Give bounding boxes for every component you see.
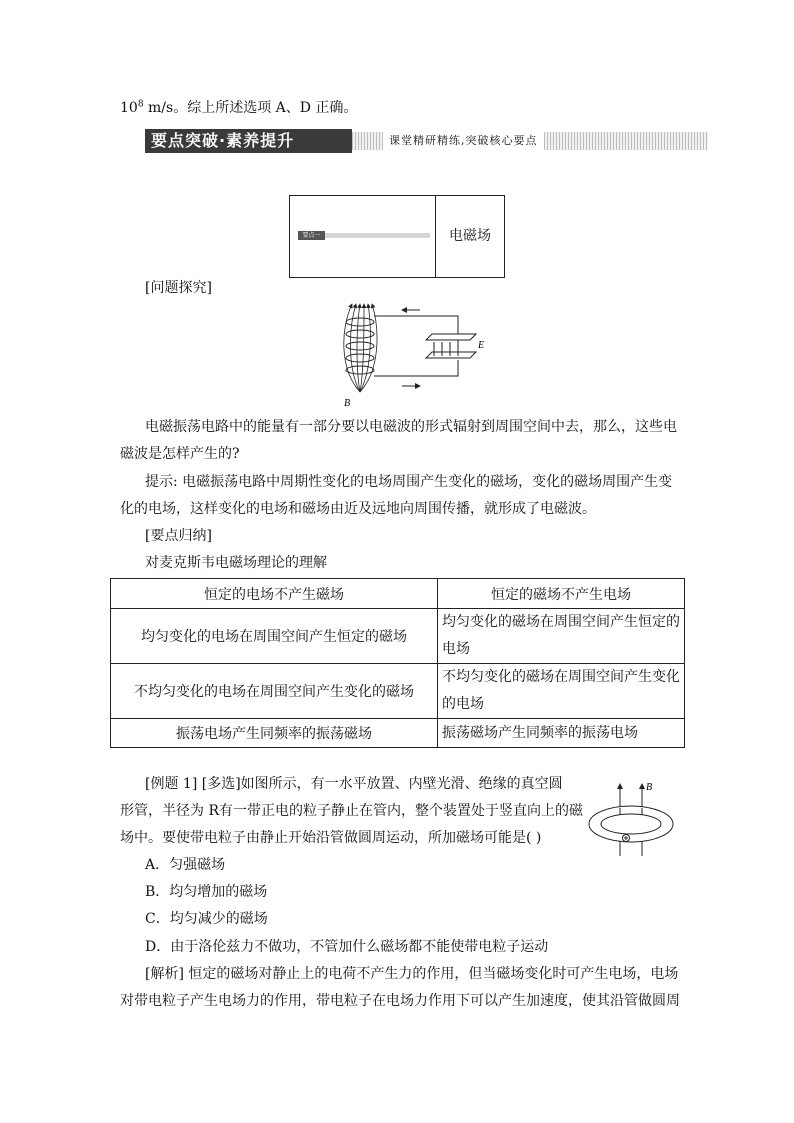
table-cell xyxy=(438,664,685,719)
intro-exponent: 8 xyxy=(137,99,144,110)
table-row xyxy=(111,609,685,664)
key-point-tag: 要点一 xyxy=(298,231,325,240)
section-banner xyxy=(145,129,708,153)
example-line-1: [例题 1] [多选]如图所示，有一水平放置、内壁光滑、绝缘的真空圆 xyxy=(145,776,563,792)
table-cell: 均匀变化的电场在周围空间产生恒定的磁场 xyxy=(111,609,438,664)
summary-heading: [要点归纳] xyxy=(145,528,212,544)
hint-line-1: 提示: 电磁振荡电路中周期性变化的电场周围产生变化的磁场，变化的磁场周围产生变 xyxy=(145,474,673,490)
option-c: C．均匀减少的磁场 xyxy=(145,911,268,927)
option-b: B．均匀增加的磁场 xyxy=(145,884,268,900)
table-cell: 振荡磁场产生同频率的振荡电场 xyxy=(438,719,685,748)
key-point-left-cell xyxy=(290,196,436,277)
maxwell-theory-table xyxy=(110,578,685,748)
capacitor xyxy=(426,334,476,358)
ring-tube-figure xyxy=(586,778,686,860)
intro-base: 10 xyxy=(120,100,138,116)
table-cell: 恒定的电场不产生磁场 xyxy=(111,579,438,609)
banner-subtitle: 课堂精研精练,突破核心要点 xyxy=(383,132,544,150)
key-point-title: 电磁场 xyxy=(449,228,491,244)
cell-line: 电场 xyxy=(442,641,470,657)
table-row xyxy=(111,664,685,719)
label-b: B xyxy=(646,782,653,793)
lc-circuit-figure xyxy=(330,300,490,408)
table-cell: 振荡电场产生同频率的振荡磁场 xyxy=(111,719,438,748)
option-d: D．由于洛伦兹力不做功，不管加什么磁场都不能使带电粒子运动 xyxy=(145,939,549,955)
intro-line xyxy=(120,99,357,117)
banner-title: 要点突破·素养提升 xyxy=(145,129,352,153)
intro-text: m/s。综上所述选项 A、D 正确。 xyxy=(143,100,358,116)
label-e: E xyxy=(478,340,485,351)
question-line-2: 磁波是怎样产生的? xyxy=(120,446,240,462)
example-line-3: 场中。要使带电粒子由静止开始沿管做圆周运动，所加磁场可能是( ) xyxy=(120,830,542,846)
table-cell xyxy=(438,609,685,664)
key-point-box xyxy=(289,195,505,278)
table-cell: 不均匀变化的电场在周围空间产生变化的磁场 xyxy=(111,664,438,719)
cell-line: 的电场 xyxy=(442,696,484,712)
cell-line: 均匀变化的磁场在周围空间产生恒定的 xyxy=(442,614,680,630)
table-row xyxy=(111,579,685,609)
table-row xyxy=(111,719,685,748)
table-cell: 恒定的磁场不产生电场 xyxy=(438,579,685,609)
table-title: 对麦克斯韦电磁场理论的理解 xyxy=(145,555,327,571)
inquiry-heading: [问题探究] xyxy=(145,280,212,296)
question-line-1: 电磁振荡电路中的能量有一部分要以电磁波的形式辐射到周围空间中去，那么，这些电 xyxy=(145,419,677,435)
hint-line-2: 化的电场，这样变化的电场和磁场由近及远地向周围传播，就形成了电磁波。 xyxy=(120,501,596,517)
circuit-wires xyxy=(374,310,458,386)
option-a: A．匀强磁场 xyxy=(145,857,226,873)
example-line-2: 形管，半径为 R有一带正电的粒子静止在管内，整个装置处于竖直向上的磁 xyxy=(120,803,583,819)
analysis-line-2: 对带电粒子产生电场力的作用，带电粒子在电场力作用下可以产生加速度，使其沿管做圆周 xyxy=(120,993,680,1009)
analysis-line-1: [解析] 恒定的磁场对静止上的电荷不产生力的作用，但当磁场变化时可产生电场，电场 xyxy=(145,966,679,982)
cell-line: 不均匀变化的磁场在周围空间产生变化 xyxy=(442,669,680,685)
label-b: B xyxy=(344,398,351,408)
